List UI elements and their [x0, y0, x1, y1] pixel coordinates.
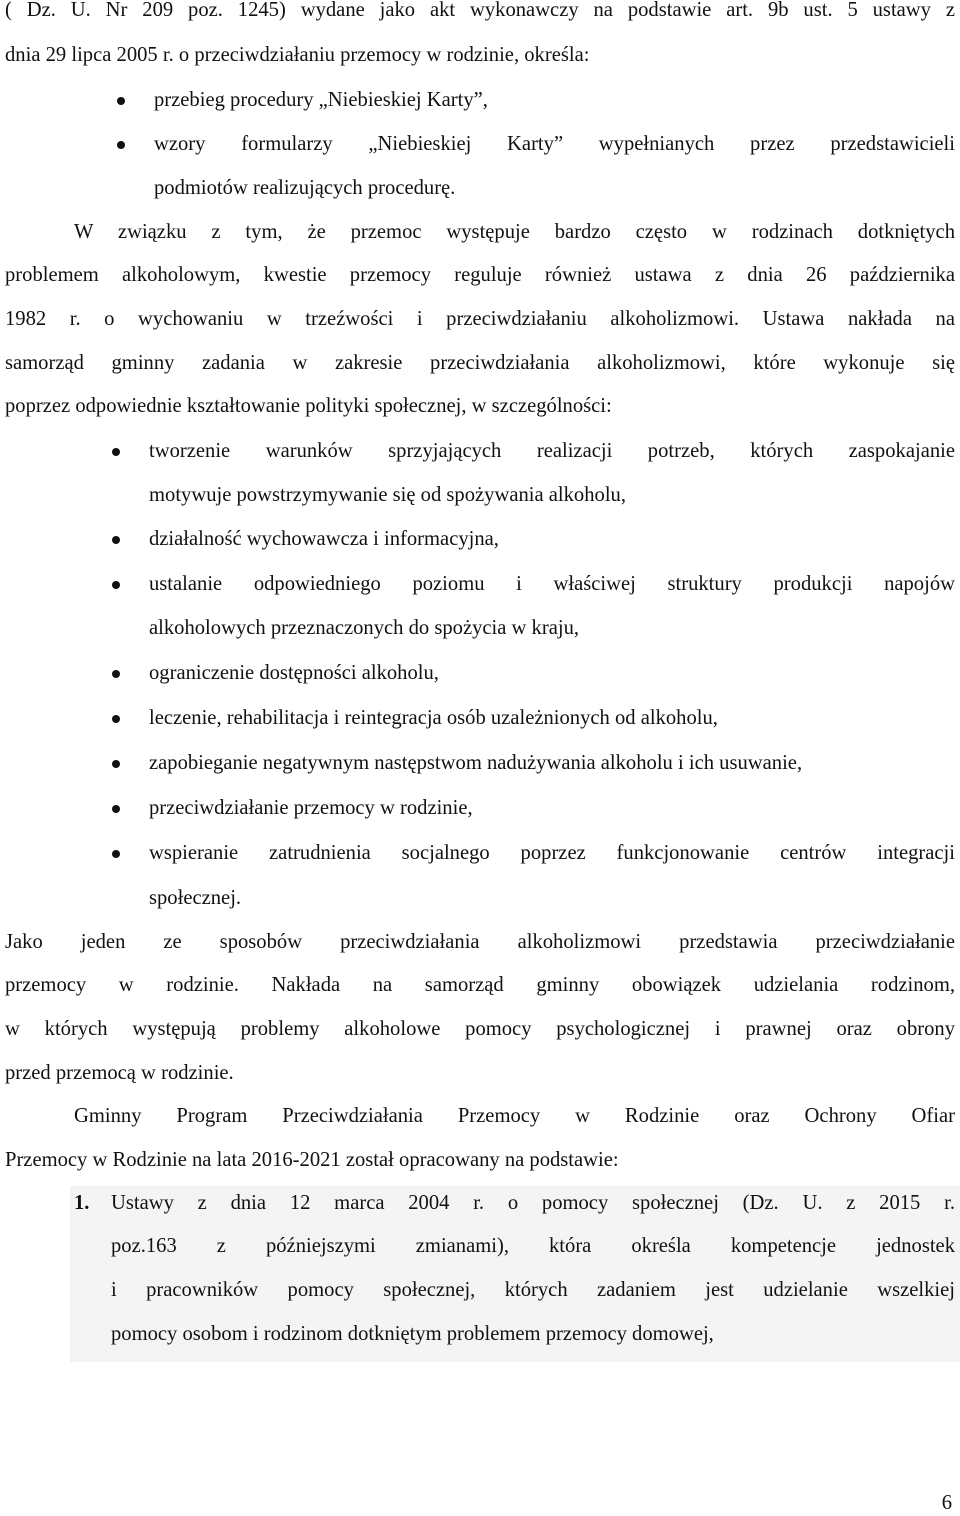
bullet-item: zapobieganie negatywnym następstwom nadużywania alkoholu i ich usuwanie,	[149, 752, 803, 774]
bullet-item-continuation: motywuje powstrzymywanie się od spożywania alkoholu,	[149, 484, 626, 506]
bullet-icon	[117, 97, 125, 105]
paragraph-line: w których występują problemy alkoholowe pomocy psychologicznej i prawnej oraz obrony	[5, 1018, 955, 1040]
bullet-item-continuation: alkoholowych przeznaczonych do spożycia w kraju,	[149, 617, 580, 639]
paragraph-line: Jako jeden ze sposobów przeciwdziałania alkoholizmowi przedstawia przeciwdziałanie	[5, 931, 955, 953]
page-number: 6	[941, 1492, 952, 1514]
bullet-item: leczenie, rehabilitacja i reintegracja osób uzależnionych od alkoholu,	[149, 707, 718, 729]
text-line: ( Dz. U. Nr 209 poz. 1245) wydane jako akt wykonawczy na podstawie art. 9b ust. 5 ustawy z	[5, 0, 955, 21]
bullet-item-continuation: podmiotów realizujących procedurę.	[154, 177, 456, 199]
bullet-icon	[117, 141, 125, 149]
numbered-item-continuation: poz.163 z późniejszymi zmianami), która określa kompetencje jednostek	[111, 1235, 955, 1257]
bullet-icon	[112, 805, 120, 813]
paragraph-line: 1982 r. o wychowaniu w trzeźwości i przeciwdziałaniu alkoholizmowi. Ustawa nakłada na	[5, 308, 955, 330]
bullet-item-continuation: społecznej.	[149, 887, 242, 909]
paragraph-line: problemem alkoholowym, kwestie przemocy reguluje również ustawa z dnia 26 października	[5, 264, 955, 286]
bullet-icon	[112, 581, 120, 589]
bullet-item: działalność wychowawcza i informacyjna,	[149, 528, 499, 550]
bullet-item: wzory formularzy „Niebieskiej Karty” wypełnianych przez przedstawicieli	[154, 133, 955, 155]
bullet-icon	[112, 715, 120, 723]
paragraph-line: poprzez odpowiednie kształtowanie polityki społecznej, w szczególności:	[5, 395, 612, 417]
paragraph-line: przemocy w rodzinie. Nakłada na samorząd gminny obowiązek udzielania rodzinom,	[5, 974, 955, 996]
bullet-icon	[112, 850, 120, 858]
bullet-icon	[112, 670, 120, 678]
paragraph-line: Gminny Program Przeciwdziałania Przemocy w Rodzinie oraz Ochrony Ofiar	[74, 1105, 955, 1127]
bullet-icon	[112, 536, 120, 544]
numbered-item-continuation: i pracowników pomocy społecznej, których zadaniem jest udzielanie wszelkiej	[111, 1279, 955, 1301]
bullet-item: przebieg procedury „Niebieskiej Karty”,	[154, 89, 488, 111]
bullet-item: przeciwdziałanie przemocy w rodzinie,	[149, 797, 473, 819]
numbered-item: Ustawy z dnia 12 marca 2004 r. o pomocy społecznej (Dz. U. z 2015 r.	[111, 1192, 955, 1214]
paragraph-line: W związku z tym, że przemoc występuje bardzo często w rodzinach dotkniętych	[74, 221, 955, 243]
bullet-item: ustalanie odpowiedniego poziomu i właściwej struktury produkcji napojów	[149, 573, 955, 595]
list-number: 1.	[74, 1192, 90, 1214]
paragraph-line: samorząd gminny zadania w zakresie przeciwdziałania alkoholizmowi, które wykonuje się	[5, 352, 955, 374]
numbered-item-continuation: pomocy osobom i rodzinom dotkniętym problemem przemocy domowej,	[111, 1323, 714, 1345]
paragraph-line: przed przemocą w rodzinie.	[5, 1062, 234, 1084]
text-line: dnia 29 lipca 2005 r. o przeciwdziałaniu przemocy w rodzinie, określa:	[5, 44, 590, 66]
paragraph-line: Przemocy w Rodzinie na lata 2016-2021 został opracowany na podstawie:	[5, 1149, 619, 1171]
bullet-icon	[112, 448, 120, 456]
bullet-item: ograniczenie dostępności alkoholu,	[149, 662, 439, 684]
bullet-icon	[112, 760, 120, 768]
bullet-item: wspieranie zatrudnienia socjalnego poprzez funkcjonowanie centrów integracji	[149, 842, 955, 864]
bullet-item: tworzenie warunków sprzyjających realizacji potrzeb, których zaspokajanie	[149, 440, 955, 462]
